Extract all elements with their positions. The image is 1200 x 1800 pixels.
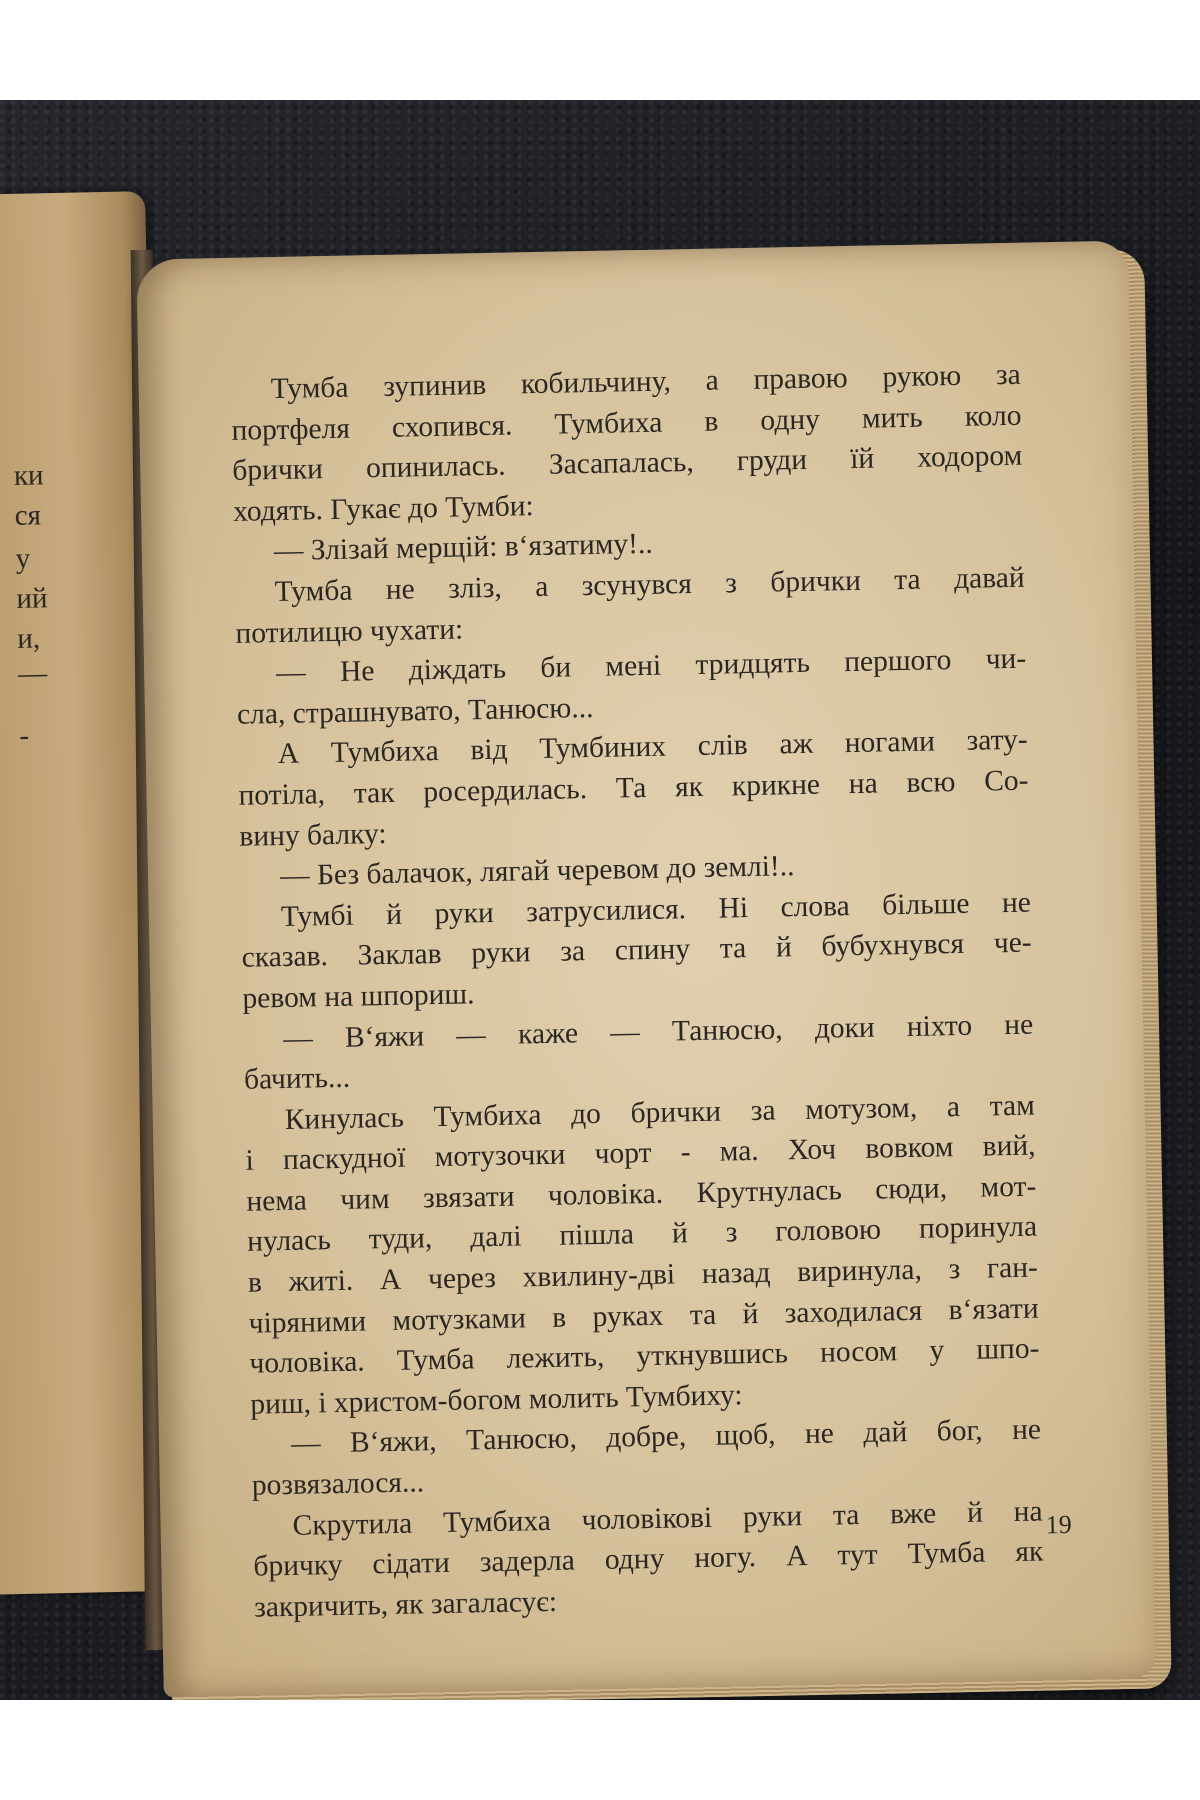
text-line: ревом на шпориш. (242, 978, 475, 1015)
text-line: нема чим звязати чоловіка. Крутнулась сюди, мот- (246, 1170, 1037, 1218)
text-line: Тумба зупинив кобильчину, а правою рукою за (270, 358, 1021, 406)
left-page-fragment-text: ся (14, 499, 42, 532)
text-line: портфеля схопився. Тумбиха в одну мить коло (231, 399, 1022, 447)
text-line: бричку сідати задерла одну ногу. А тут Тумба як (253, 1535, 1044, 1583)
text-line: — Без балачок, лягай черевом до землі!.. (279, 850, 795, 893)
text-line: сла, страшнувато, Танюсю... (236, 691, 594, 731)
left-page-fragment-text: - (19, 719, 30, 752)
left-page-fragment-text: ий (16, 582, 48, 615)
left-page-fragment-text: у (15, 542, 31, 575)
text-line: риш, і христом-богом молить Тумбиху: (249, 1379, 743, 1421)
text-line: нулась туди, далі пішла й з головою поринула (246, 1211, 1038, 1259)
text-line: в житі. А через хвилину-дві назад виринула, з ган- (247, 1251, 1039, 1299)
text-line: Скрутила Тумбиха чоловікові руки та вже й на (292, 1495, 1043, 1542)
text-line: — В‘яжи, Танюсю, добре, щоб, не дай бог, не (290, 1413, 1042, 1461)
text-line: — Не діждать би мені тридцять першого чи- (275, 642, 1027, 690)
text-line: закричить, як загаласує: (253, 1585, 558, 1624)
text-line: — Злізай мерщій: в‘язатиму!.. (273, 528, 654, 568)
text-line: Тумбі й руки затрусилися. Ні слова більше не (280, 886, 1032, 933)
text-line: чоловіка. Тумба лежить, уткнувшись носом у шпо- (249, 1332, 1040, 1380)
photo-frame (0, 100, 1200, 1700)
text-line: і паскудної мотузочки чорт - ма. Хоч вовком вий, (245, 1129, 1036, 1178)
page-number: 19 (1045, 1509, 1073, 1540)
text-line: бачить... (243, 1061, 351, 1096)
left-page-fragment-text: — (17, 657, 48, 690)
left-page-text-fragment (0, 191, 145, 752)
text-line: Кинулась Тумбиха до брички за мотузом, а там (284, 1089, 1035, 1136)
text-line: А Тумбиха від Тумбиних слів аж ногами зату- (277, 723, 1028, 771)
text-line: потилицю чухати: (235, 613, 464, 650)
left-page-fragment-text: ки (13, 459, 44, 492)
left-page-fragment-text: и, (16, 622, 41, 655)
right-page (136, 241, 1155, 1698)
text-line: — В‘яжи — каже — Танюсю, доки ніхто не (282, 1008, 1034, 1055)
text-line: чіряними мотузками в руках та й заходилася в‘язати (248, 1292, 1039, 1340)
text-line: сказав. Заклав руки за спину та й бубухнувся че- (241, 926, 1032, 975)
page-text (230, 355, 1044, 1628)
text-line: брички опинилась. Засапалась, груди їй ходором (232, 439, 1023, 488)
text-line: вину балку: (239, 817, 387, 853)
text-line: потіла, так росердилась. Та як крикне на всю Со- (238, 764, 1029, 812)
text-line: розвязалося... (251, 1466, 425, 1502)
text-line: Тумба не зліз, а зсунувся з брички та давай (274, 561, 1025, 609)
text-line: ходять. Гукає до Тумби: (232, 489, 535, 528)
